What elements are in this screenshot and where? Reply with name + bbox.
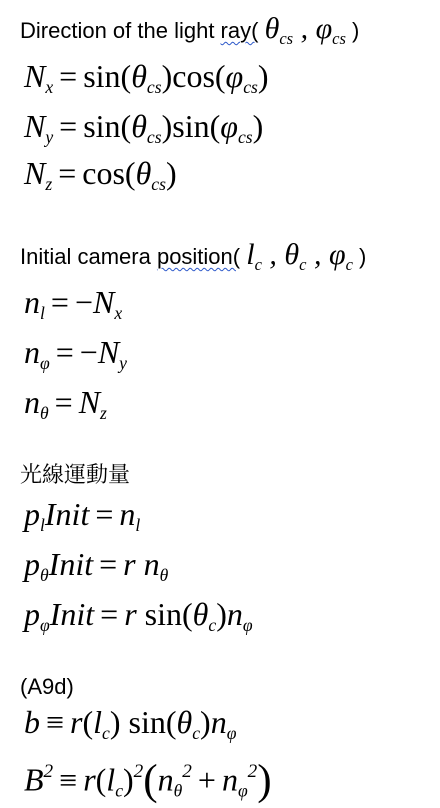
equation-nx: $N_x = \sin(\theta_{cs})\cos(\varphi_{cs})$ (24, 58, 269, 98)
light-ray-heading-prefix: Direction of the light (20, 18, 221, 43)
light-ray-heading-underlined: ray( (220, 18, 259, 43)
equation-ntheta: $n_\theta = N_z$ (24, 384, 107, 424)
momentum-heading: 光線運動量 (20, 463, 131, 488)
camera-params: $l_c$ , $\theta_c$ , $\varphi_c$ (246, 238, 353, 274)
camera-position-heading: Initial camera position( $l_c$ , $\theta_c$ , $\varphi_c$ ) (20, 238, 367, 274)
equation-b-squared: $B^2 \equiv r(l_c)^2(n_\theta^2 + n_\varphi^2)$ (24, 757, 272, 804)
camera-heading-prefix: Initial camera (20, 244, 157, 269)
equation-ptheta-init: $p_\theta Init = r$ $n_\theta$ (24, 546, 169, 586)
a9d-heading: (A9d) (20, 674, 74, 699)
camera-heading-underlined: position( (156, 244, 241, 269)
equation-nphi: $n_\varphi = -N_y$ (24, 334, 127, 374)
equation-b: $b \equiv r(l_c)$ $\sin(\theta_c)n_\varphi$ (24, 704, 237, 744)
light-ray-heading: Direction of the light ray( $\theta_{cs}$ , $\varphi_{cs}$ ) (20, 12, 360, 48)
equation-nz: $N_z = \cos(\theta_{cs})$ (24, 155, 177, 195)
equation-pphi-init: $p_\varphi Init = r$ $\sin(\theta_c)n_\varphi$ (24, 596, 253, 636)
equation-pl-init: $p_lInit = n_l$ (24, 496, 141, 536)
equation-nl: $n_l = -N_x$ (24, 284, 123, 324)
equation-ny: $N_y = \sin(\theta_{cs})\sin(\varphi_{cs})$ (24, 108, 264, 148)
light-ray-params: $\theta_{cs}$ , $\varphi_{cs}$ (264, 12, 346, 48)
